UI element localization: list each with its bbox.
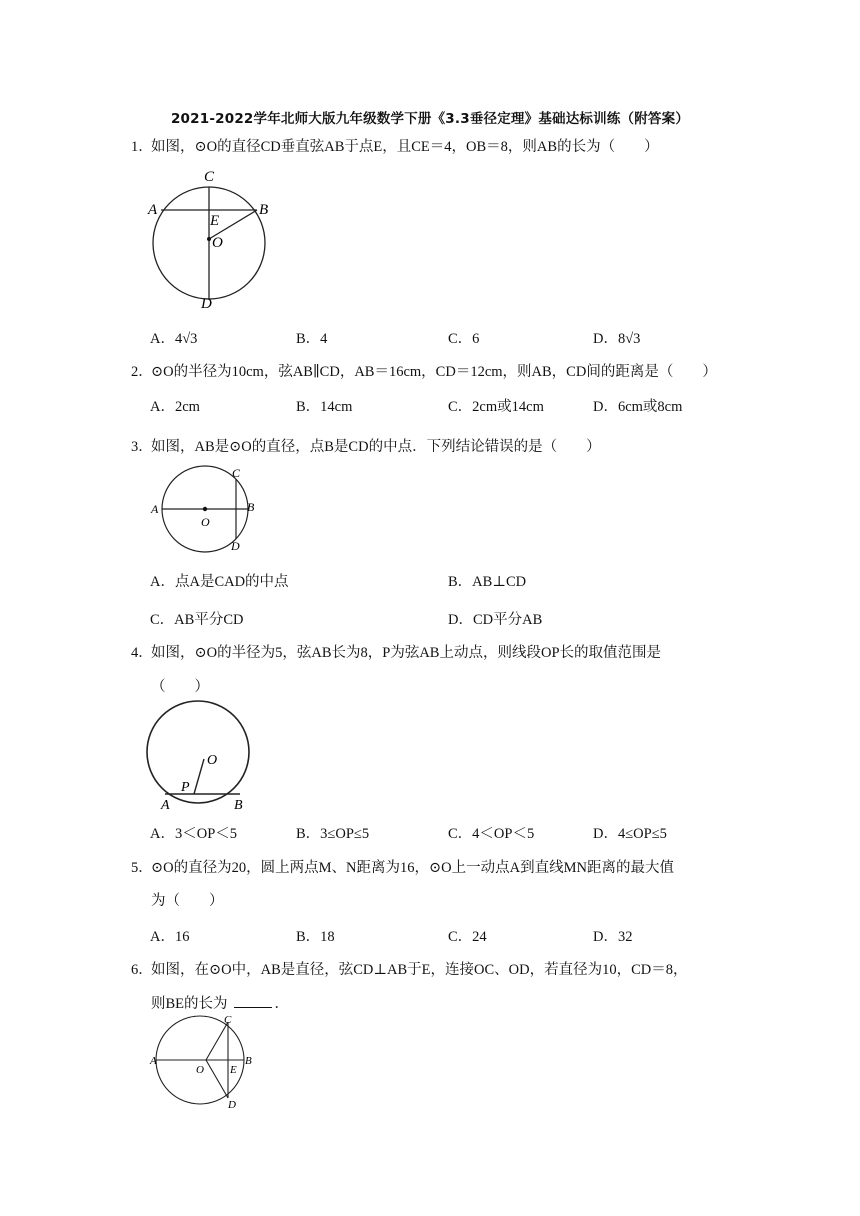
question-5	[131, 856, 674, 877]
q3-option-a[interactable]: A．点A是CAD的中点	[150, 574, 289, 590]
question-stem: 如图，⊙O的半径为5，弦AB长为8，P为弦AB上动点，则线段OP长的取值范围是	[151, 645, 662, 661]
question-stem: 如图，在⊙O中，AB是直径，弦CD⊥AB于E，连接OC、OD，若直径为10，CD＝8，	[151, 962, 688, 978]
question-number: 2．	[131, 364, 153, 380]
q1-option-b[interactable]: B．4	[296, 331, 328, 347]
question-stem: 如图，⊙O的直径CD垂直弦AB于点E，且CE＝4，OB＝8，则AB的长为（ ）	[151, 139, 659, 155]
q4-circle-figure	[145, 700, 255, 812]
label-d: D	[201, 296, 212, 312]
q1-circle-figure	[142, 165, 282, 313]
question-number: 3．	[131, 439, 153, 455]
label-b: B	[247, 500, 255, 514]
label-b: B	[259, 202, 269, 218]
question-number: 6．	[131, 962, 153, 978]
question-5-continued: 为（ ）	[151, 893, 224, 909]
label-o: O	[207, 753, 218, 768]
question-stem: 如图，AB是⊙O的直径，点B是CD的中点．下列结论错误的是（ ）	[151, 439, 601, 455]
q4-option-d[interactable]: D．4≤OP≤5	[593, 826, 667, 842]
worksheet-title: 2021-2022学年北师大版九年级数学下册《3.3垂径定理》基础达标训练（附答案）	[170, 111, 690, 127]
question-stem-suffix: ．	[274, 996, 290, 1012]
label-e: E	[230, 1064, 237, 1076]
label-o: O	[212, 235, 223, 251]
segment-op	[194, 759, 204, 794]
label-c: C	[204, 169, 215, 185]
segment-od	[206, 1060, 228, 1098]
q4-option-b[interactable]: B．3≤OP≤5	[296, 826, 370, 842]
question-stem: ⊙O的直径为20，圆上两点M、N距离为16，⊙O上一动点A到直线MN距离的最大值	[151, 860, 674, 876]
q5-option-c[interactable]: C．24	[448, 929, 487, 945]
label-a: A	[151, 502, 159, 516]
question-4	[131, 641, 661, 662]
q4-option-c[interactable]: C．4＜OP＜5	[448, 826, 535, 842]
label-d: D	[231, 539, 240, 553]
answer-blank[interactable]	[234, 995, 272, 1008]
label-d: D	[228, 1099, 236, 1111]
label-a: A	[161, 798, 170, 812]
q2-option-d[interactable]: D．6cm或8cm	[593, 399, 683, 415]
q2-option-b[interactable]: B．14cm	[296, 399, 353, 415]
center-point	[203, 507, 207, 511]
q4-option-a[interactable]: A．3＜OP＜5	[150, 826, 238, 842]
question-1	[131, 135, 659, 156]
q5-option-a[interactable]: A．16	[150, 929, 190, 945]
circle-o	[147, 701, 249, 803]
question-3	[131, 435, 601, 456]
q6-circle-figure	[146, 1012, 266, 1112]
question-2	[131, 360, 717, 381]
label-p: P	[181, 780, 190, 795]
label-o: O	[196, 1064, 204, 1076]
label-a: A	[150, 1055, 157, 1067]
q3-option-b[interactable]: B．AB⊥CD	[448, 574, 527, 590]
q1-option-c[interactable]: C．6	[448, 331, 480, 347]
question-6-continued	[151, 992, 289, 1013]
q3-option-c[interactable]: C．AB平分CD	[150, 612, 244, 628]
label-c: C	[224, 1014, 232, 1026]
q2-option-c[interactable]: C．2cm或14cm	[448, 399, 544, 415]
question-stem-prefix: 则BE的长为	[151, 996, 228, 1012]
center-point	[207, 237, 211, 241]
question-number: 1．	[131, 139, 153, 155]
question-4-continued: （ ）	[151, 679, 209, 695]
q3-option-d[interactable]: D．CD平分AB	[448, 612, 543, 628]
label-o: O	[201, 515, 210, 529]
label-e: E	[210, 213, 220, 229]
question-number: 5．	[131, 860, 153, 876]
q1-option-a[interactable]: A．4√3	[150, 331, 198, 347]
label-a: A	[148, 202, 158, 218]
question-stem: ⊙O的半径为10cm，弦AB∥CD，AB＝16cm，CD＝12cm，则AB，CD间的距离是（ ）	[151, 364, 717, 380]
q1-option-d[interactable]: D．8√3	[593, 331, 641, 347]
q3-circle-figure	[143, 464, 273, 556]
label-c: C	[232, 466, 241, 480]
label-b: B	[245, 1055, 252, 1067]
q5-option-d[interactable]: D．32	[593, 929, 633, 945]
question-6	[131, 958, 688, 979]
q5-option-b[interactable]: B．18	[296, 929, 335, 945]
q2-option-a[interactable]: A．2cm	[150, 399, 200, 415]
segment-oc	[206, 1022, 228, 1060]
label-b: B	[234, 798, 243, 812]
question-number: 4．	[131, 645, 153, 661]
